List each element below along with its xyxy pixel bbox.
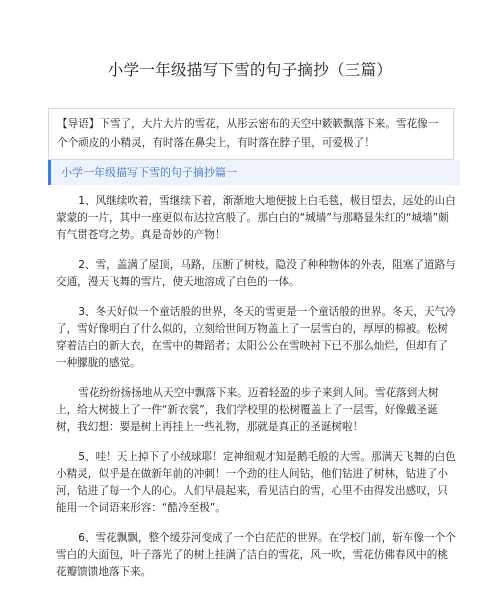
paragraph-4: 雪花纷纷扬扬地从天空中飘落下来。迈着轻盈的步子来到人间。雪花落到大树上，给大树披上了一件“新衣裳”，我们学校里的松树覆盖上了一层雪，好像戴圣诞树，我幻想：要是树上再挂上一些礼物，那就是真正的圣诞树啦！ [56,387,439,433]
paragraph-1: 1、风继续吹着，雪继续下着，渐渐地大地便披上白毛毯，极目望去，远处的山白蒙蒙的一片，其中一座更似布达拉宫般了。那白白的“城墙”与那略显朱红的“城墙”颇有气贯苍穹之势。真是奇妙的产物！ [56,195,456,241]
article-body [56,193,456,594]
paragraph-5: 5、哇！天上掉下了小绒球耶！定神细观才知是鹅毛般的大雪。那满天飞舞的白色小精灵，似乎是在做新年前的冲刺！一个劲的往人间钻，他们钻进了树林，钻进了小河，钻进了每一个人的心。人们早晨起来，看见洁白的雪，心里不由得发出感叹，只能用一个词语来形容：“酷冷至极”。 [56,451,456,514]
paragraph-6: 6、雪花飘飘，整个缓芬河变成了一个白茫茫的世界。在学校门前，斩车像一个个雪白的大面包，叶子落光了的树上挂满了洁白的雪花，风一吹，雪花仿佛春风中的桃花瓣馈馈地落下来。 [56,532,456,578]
article-title: 小学一年级描写下雪的句子摘抄（三篇） [107,61,393,79]
paragraph-2: 2、雪，盖满了屋顶，马路，压断了树枝，隐没了种种物体的外表，阻塞了道路与交通，漫天飞舞的雪片，使天地溶成了白色的一体。 [56,259,456,288]
intro-box: 【导语】下雪了，大片大片的雪花，从彤云密布的天空中簌簌飘落下来。雪花像一个个顽皮的小精灵，有时落在鼻尖上，有时落在脖子里，可爱极了！ [48,108,454,160]
paragraph-3: 3、冬天好似一个童话般的世界，冬天的雪更是一个童话般的世界。冬天，天气冷了，雪好像明白了什么似的，立刻给世间万物盖上了一层雪白的，厚厚的棉被。松树穿着洁白的新大衣，在雪中的舞蹈者；太阳公公在雪映衬下已不那么灿烂，但却有了一种朦胧的感觉。 [56,306,456,369]
section-heading: 小学一年级描写下雪的句子摘抄篇一 [48,160,460,185]
